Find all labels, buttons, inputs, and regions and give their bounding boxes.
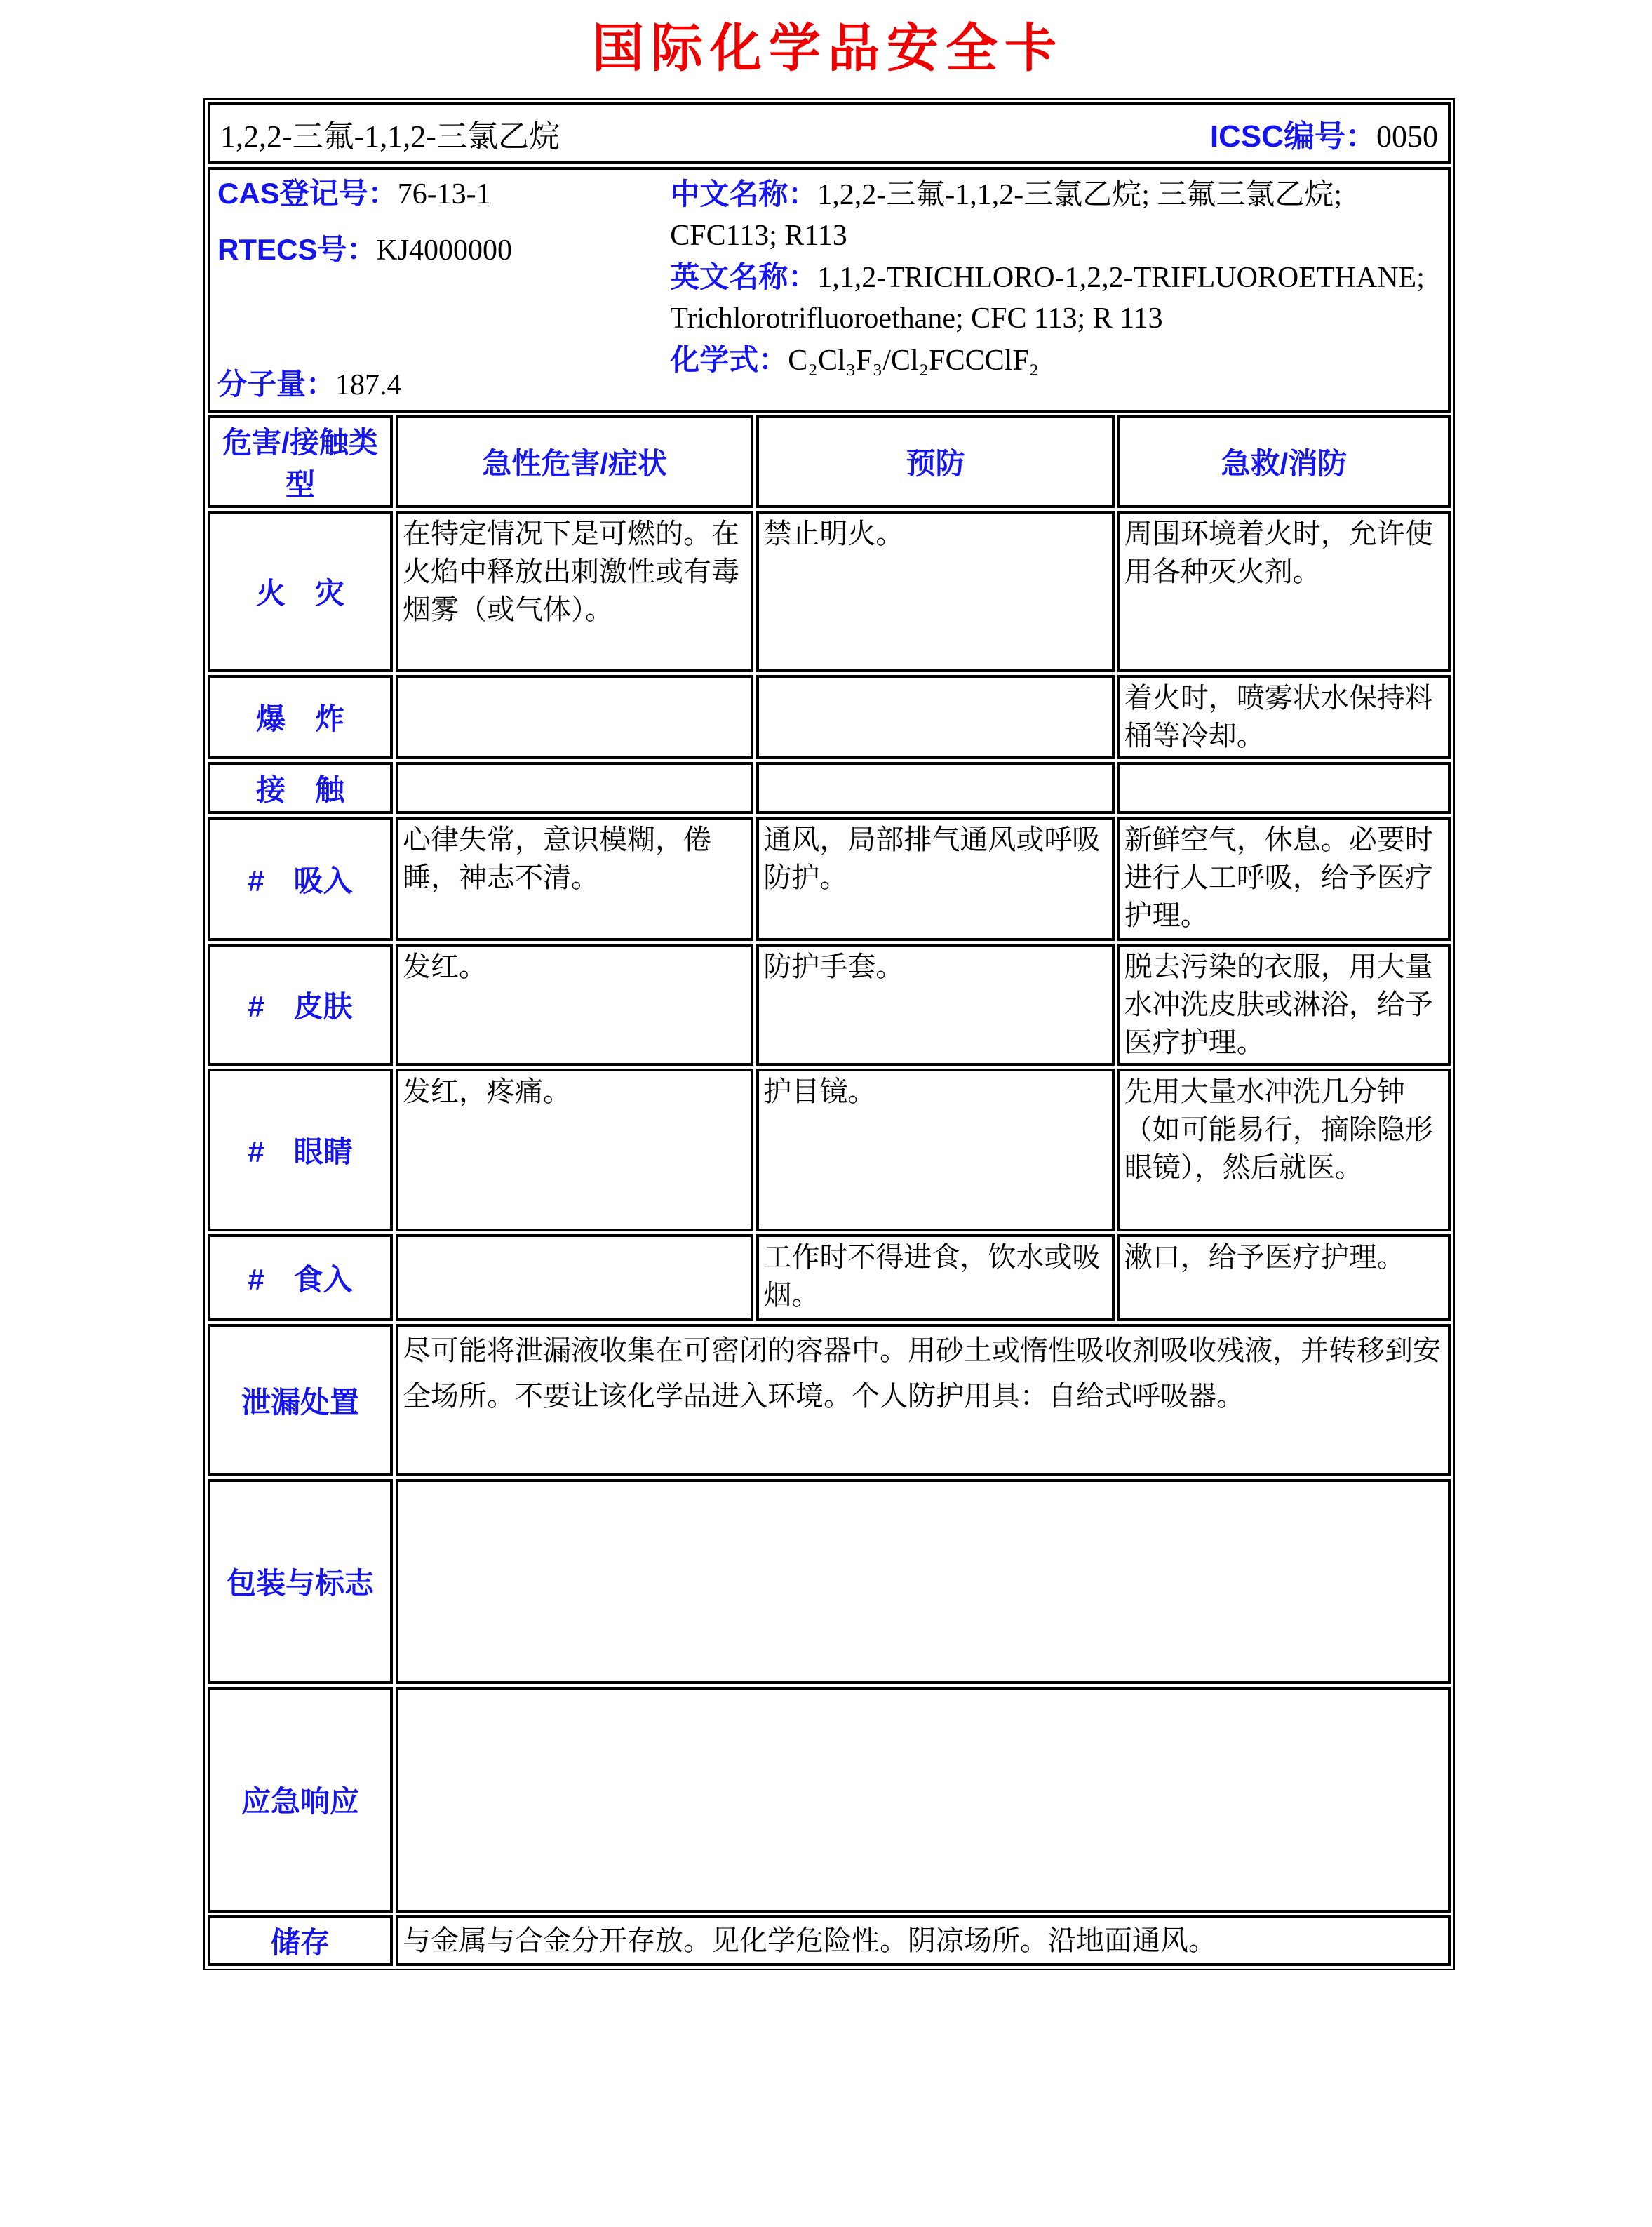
table-row-ingestion [208,1234,1451,1321]
spill-disposal-label: 泄漏处置 [208,1324,393,1476]
packaging-text [396,1479,1451,1684]
table-row-storage [208,1915,1451,1966]
hazard-type-contact: 接 触 [208,762,393,814]
chinese-name-value: 1,2,2-三氟-1,1,2-三氯乙烷; 三氟三氯乙烷; CFC113; R113 [670,179,1343,252]
chinese-name-line [670,174,1441,257]
safety-card [203,98,1455,1970]
rtecs-value: KJ4000000 [376,234,513,267]
ingestion-symptoms [396,1234,753,1321]
identity-row [208,167,1451,413]
molecular-weight-line [217,365,670,406]
english-name-label: 英文名称： [670,260,818,293]
explosion-prevention [756,675,1114,759]
storage-label: 储存 [208,1915,393,1966]
hazard-type-skin: # 皮肤 [208,944,393,1066]
eyes-first-aid: 先用大量水冲洗几分钟（如可能易行，摘除隐形眼镜），然后就医。 [1117,1069,1451,1231]
icsc-number: 0050 [1376,119,1438,154]
table-row-fire [208,511,1451,672]
emergency-response-label: 应急响应 [208,1687,393,1913]
eyes-prevention: 护目镜。 [756,1069,1114,1231]
table-row-emergency-response [208,1687,1451,1913]
packaging-label: 包装与标志 [208,1479,393,1684]
formula-label: 化学式： [670,342,788,376]
icsc-label: ICSC编号： [1209,119,1376,154]
hazard-type-ingestion: # 食入 [208,1234,393,1321]
skin-first-aid: 脱去污染的衣服，用大量水冲洗皮肤或淋浴，给予医疗护理。 [1117,944,1451,1066]
fire-prevention: 禁止明火。 [756,511,1114,672]
table-row-explosion [208,675,1451,759]
card-header-row [208,102,1451,164]
chinese-name-label: 中文名称： [670,178,818,210]
icsc-number-group [1210,111,1438,156]
rtecs-label: RTECS号： [217,232,377,266]
ingestion-first-aid: 漱口，给予医疗护理。 [1117,1234,1451,1321]
contact-first-aid [1117,762,1451,814]
skin-symptoms: 发红。 [396,944,753,1066]
contact-prevention [756,762,1114,814]
header-symptoms: 急性危害/症状 [396,415,753,508]
hazard-type-inhalation: # 吸入 [208,817,393,941]
card-table [205,100,1453,1969]
explosion-first-aid: 着火时，喷雾状水保持料桶等冷却。 [1117,675,1451,759]
molecular-weight-label: 分子量： [217,368,336,401]
eyes-symptoms: 发红，疼痛。 [396,1069,753,1231]
spill-disposal-text: 尽可能将泄漏液收集在可密闭的容器中。用砂土或惰性吸收剂吸收残液，并转移到安全场所。不要让该化学品进入环境。个人防护用具：自给式呼吸器。 [396,1324,1451,1476]
fire-first-aid: 周围环境着火时，允许使用各种灭火剂。 [1117,511,1451,672]
skin-prevention: 防护手套。 [756,944,1114,1066]
english-name-value: 1,1,2-TRICHLORO-1,2,2-TRIFLUOROETHANE; Trichlorotrifluoroethane; CFC 113; R 113 [670,261,1425,335]
contact-symptoms [396,762,753,814]
header-hazard-type: 危害/接触类型 [208,415,393,508]
emergency-response-text [396,1687,1451,1913]
inhalation-prevention: 通风，局部排气通风或呼吸防护。 [756,817,1114,941]
inhalation-symptoms: 心律失常，意识模糊，倦睡，神志不清。 [396,817,753,941]
cas-value: 76-13-1 [397,178,491,210]
identity-left-column [217,174,670,406]
english-name-line [670,257,1441,340]
fire-symptoms: 在特定情况下是可燃的。在火焰中释放出刺激性或有毒烟雾（或气体）。 [396,511,753,672]
molecular-weight-value: 187.4 [335,369,402,402]
header-prevention: 预防 [756,415,1114,508]
ingestion-prevention: 工作时不得进食，饮水或吸烟。 [756,1234,1114,1321]
table-row-eyes [208,1069,1451,1231]
formula-value: C₂Cl₃F₃/Cl₂FCCClF₂ [788,344,1040,377]
table-row-packaging [208,1479,1451,1684]
identity-cell [208,167,1451,413]
page-title: 国际化学品安全卡 [592,20,1063,78]
hazard-type-fire: 火 灾 [208,511,393,672]
hazard-header-row [208,415,1451,508]
table-row-spill-disposal [208,1324,1451,1476]
table-row-contact [208,762,1451,814]
chemical-name: 1,2,2-三氟-1,1,2-三氯乙烷 [220,119,560,154]
identity-right-column [670,174,1441,406]
storage-text: 与金属与合金分开存放。见化学危险性。阴凉场所。沿地面通风。 [396,1915,1451,1966]
hazard-type-explosion: 爆 炸 [208,675,393,759]
header-first-aid: 急救/消防 [1117,415,1451,508]
card-header-cell [208,102,1451,164]
inhalation-first-aid: 新鲜空气，休息。必要时进行人工呼吸，给予医疗护理。 [1117,817,1451,941]
cas-label: CAS登记号： [217,177,398,210]
formula-line [670,340,1441,382]
explosion-symptoms [396,675,753,759]
table-row-inhalation [208,817,1451,941]
hazard-type-eyes: # 眼睛 [208,1069,393,1231]
rtecs-number-line [217,230,670,271]
cas-number-line [217,174,670,215]
table-row-skin [208,944,1451,1066]
